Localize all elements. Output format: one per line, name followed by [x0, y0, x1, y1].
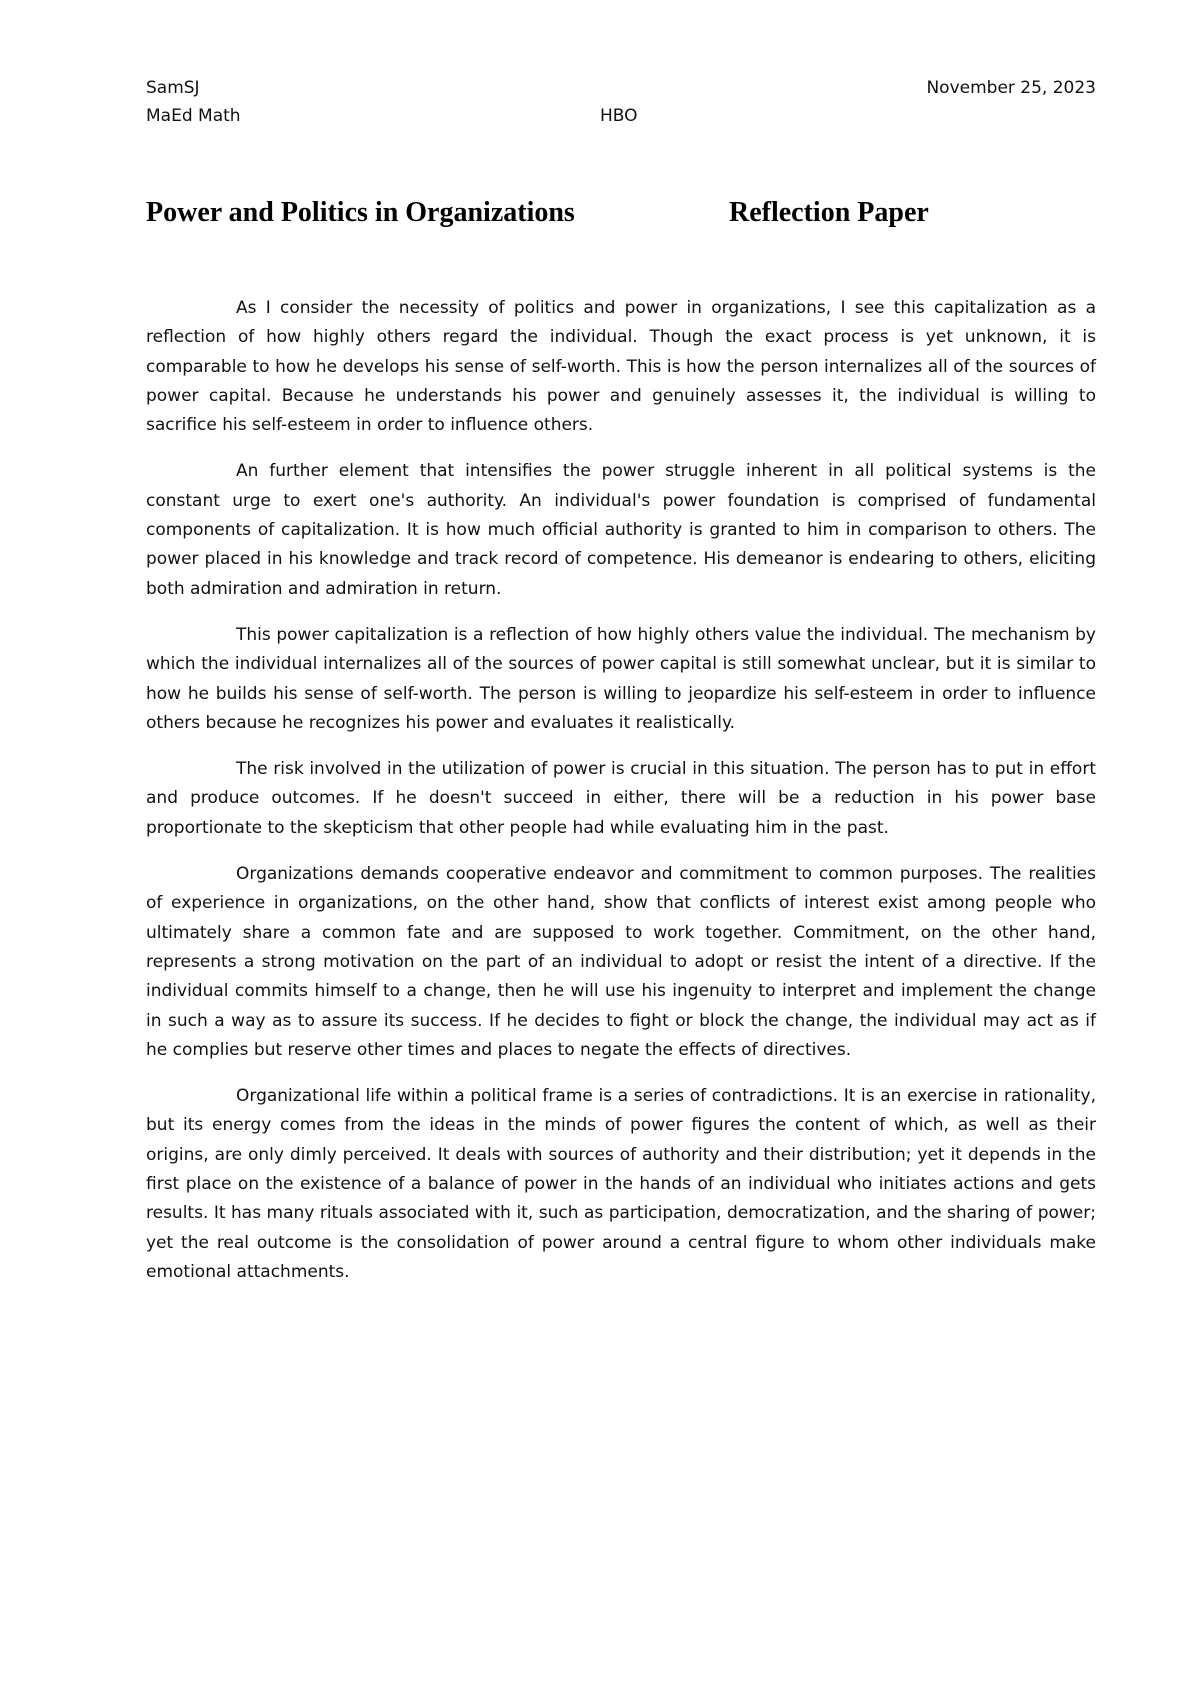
- document-date: November 25, 2023: [926, 78, 1096, 98]
- body-paragraph-2: An further element that intensifies the power struggle inherent in all political systems is the constant urge to exert one's authority. An individual's power foundation is comprised of fundamental components of capitalization. It is how much official authority is granted to him in comparison to others. The power placed in his knowledge and track record of competence. His demeanor is endearing to others, eliciting both admiration and admiration in return.: [146, 461, 1096, 599]
- subject-code: HBO: [600, 106, 638, 126]
- author-name: SamSJ: [146, 78, 200, 98]
- body-paragraph-6: Organizational life within a political frame is a series of contradictions. It is an exercise in rationality, but its energy comes from the ideas in the minds of power figures the content of which, as well as their origins, are only dimly perceived. It deals with sources of authority and their distribution; yet it depends in the first place on the existence of a balance of power in the hands of an individual who initiates actions and gets results. It has many rituals associated with it, such as participation, democratization, and the sharing of power; yet the real outcome is the consolidation of power around a central figure to whom other individuals make emotional attachments.: [146, 1086, 1096, 1282]
- program-name: MaEd Math: [146, 106, 241, 126]
- document-type-title: Reflection Paper: [729, 197, 929, 228]
- body-paragraph-1: As I consider the necessity of politics and power in organizations, I see this capitalization as a reflection of how highly others regard the individual. Though the exact process is yet unknown, it is comparable to how he develops his sense of self-worth. This is how the person internalizes all of the sources of power capital. Because he understands his power and genuinely assesses it, the individual is willing to sacrifice his self-esteem in order to influence others.: [146, 298, 1096, 436]
- body-paragraph-5: Organizations demands cooperative endeavor and commitment to common purposes. The realities of experience in organizations, on the other hand, show that conflicts of interest exist among people who ultimately share a common fate and are supposed to work together. Commitment, on the other hand, represents a strong motivation on the part of an individual to adopt or resist the intent of a directive. If the individual commits himself to a change, then he will use his ingenuity to interpret and implement the change in such a way as to assure its success. If he decides to fight or block the change, the individual may act as if he complies but reserve other times and places to negate the effects of directives.: [146, 864, 1096, 1060]
- body-paragraph-3: This power capitalization is a reflection of how highly others value the individual. The mechanism by which the individual internalizes all of the sources of power capital is still somewhat unclear, but it is similar to how he builds his sense of self-worth. The person is willing to jeopardize his self-esteem in order to influence others because he recognizes his power and evaluates it realistically.: [146, 624, 1096, 733]
- document-body: [146, 294, 1096, 1304]
- body-paragraph-4: The risk involved in the utilization of power is crucial in this situation. The person has to put in effort and produce outcomes. If he doesn't succeed in either, there will be a reduction in his power base proportionate to the skepticism that other people had while evaluating him in the past.: [146, 759, 1096, 838]
- page-title: Power and Politics in Organizations: [146, 197, 575, 228]
